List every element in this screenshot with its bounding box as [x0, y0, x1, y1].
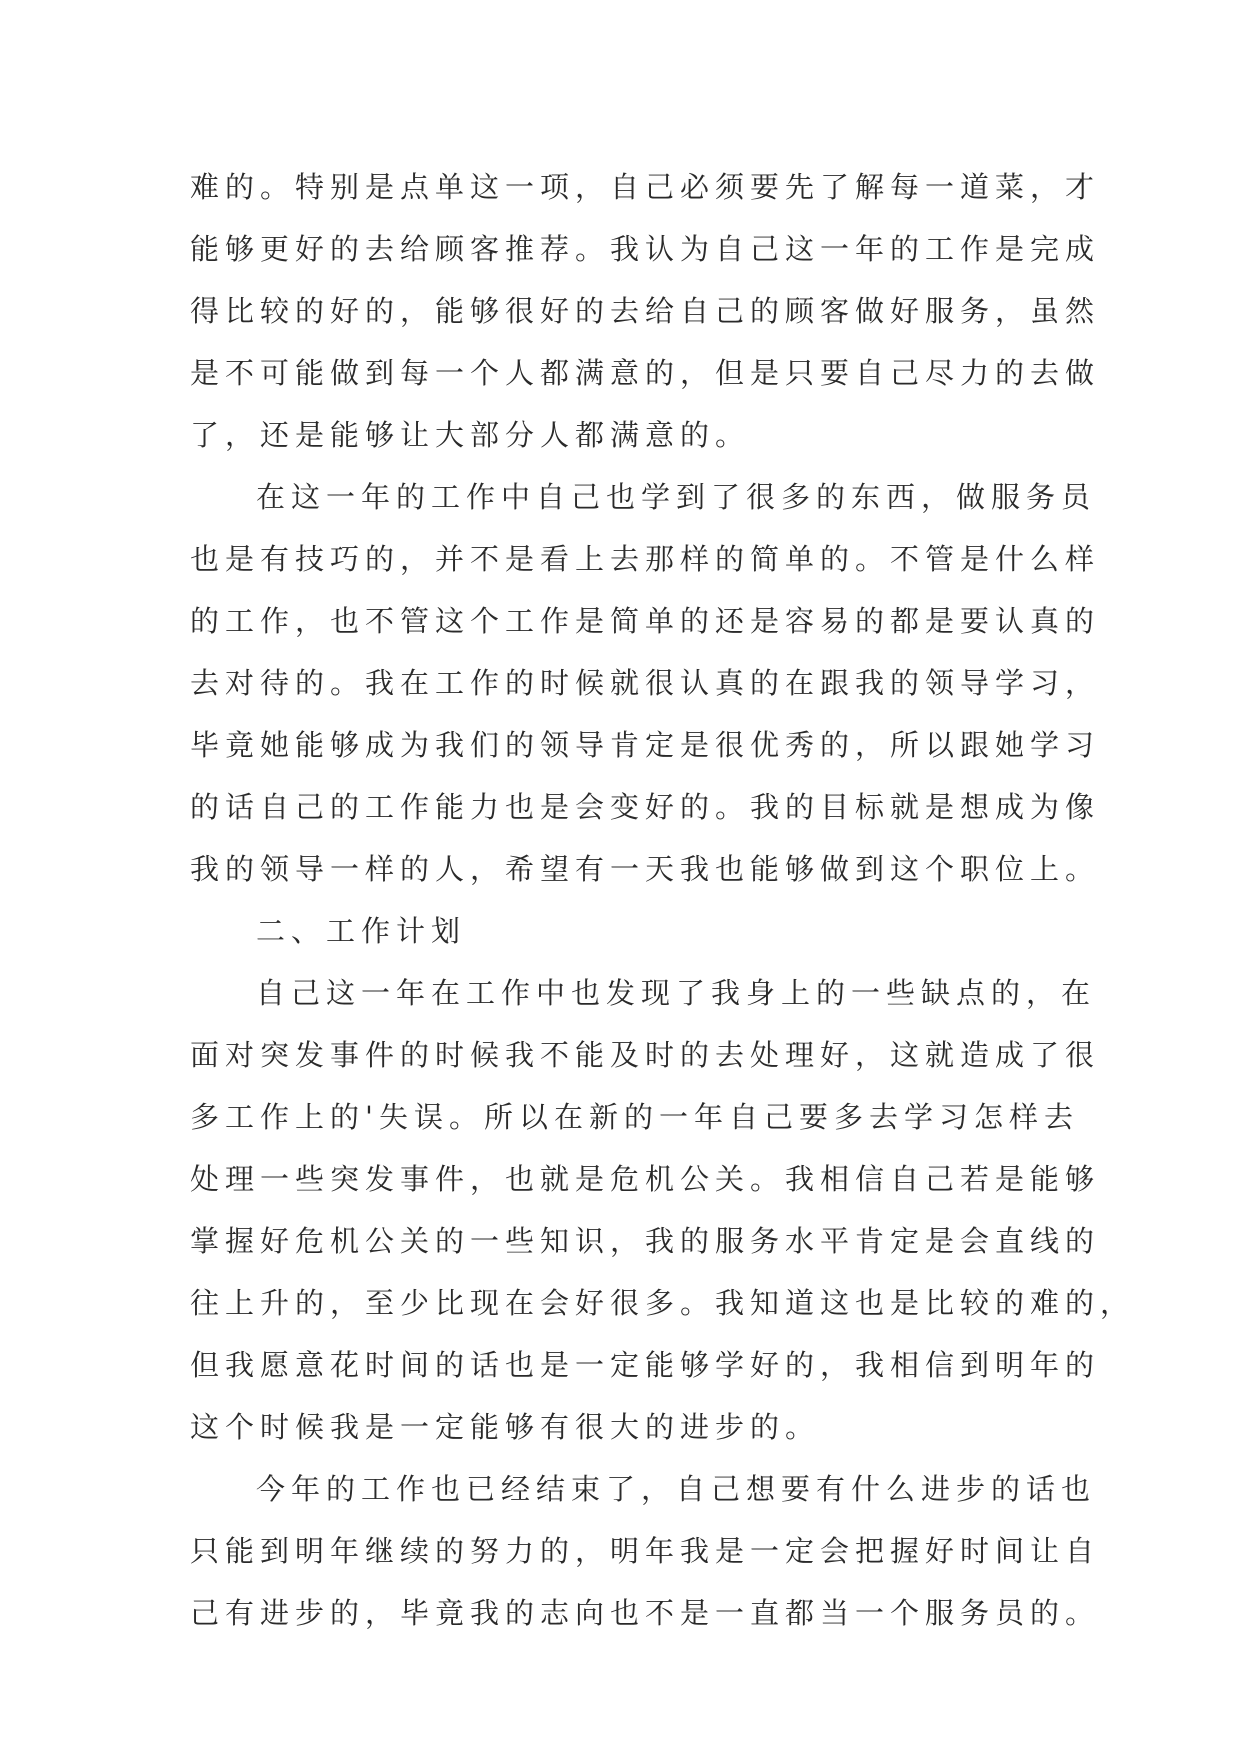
paragraph-plan — [190, 962, 1136, 1458]
text-line: 的话自己的工作能力也是会变好的。我的目标就是想成为像 — [190, 790, 1101, 824]
text-line: 能够更好的去给顾客推荐。我认为自己这一年的工作是完成 — [190, 232, 1101, 266]
text-line: 处理一些突发事件，也就是危机公关。我相信自己若是能够 — [190, 1162, 1101, 1196]
text-line: 去对待的。我在工作的时候就很认真的在跟我的领导学习， — [190, 666, 1101, 700]
text-line: 往上升的，至少比现在会好很多。我知道这也是比较的难的， — [190, 1286, 1136, 1320]
text-line: 己有进步的，毕竟我的志向也不是一直都当一个服务员的。 — [190, 1596, 1101, 1630]
text-line: 了，还是能够让大部分人都满意的。 — [190, 418, 751, 452]
text-line: 得比较的好的，能够很好的去给自己的顾客做好服务，虽然 — [190, 294, 1101, 328]
text-line: 这个时候我是一定能够有很大的进步的。 — [190, 1410, 821, 1444]
paragraph-continuation — [190, 156, 1101, 466]
text-line: 是不可能做到每一个人都满意的，但是只要自己尽力的去做 — [190, 356, 1101, 390]
section-heading — [190, 900, 1060, 962]
text-line: 但我愿意花时间的话也是一定能够学好的，我相信到明年的 — [190, 1348, 1101, 1382]
text-line: 毕竟她能够成为我们的领导肯定是很优秀的，所以跟她学习 — [190, 728, 1101, 762]
text-line: 今年的工作也已经结束了，自己想要有什么进步的话也 — [256, 1472, 1097, 1506]
paragraph-learning — [190, 466, 1101, 900]
text-line: 难的。特别是点单这一项，自己必须要先了解每一道菜，才 — [190, 170, 1101, 204]
document-body — [190, 156, 1136, 1644]
text-line: 自己这一年在工作中也发现了我身上的一些缺点的，在 — [256, 976, 1097, 1010]
text-line: 只能到明年继续的努力的，明年我是一定会把握好时间让自 — [190, 1534, 1101, 1568]
text-line: 掌握好危机公关的一些知识，我的服务水平肯定是会直线的 — [190, 1224, 1101, 1258]
heading-text: 二、工作计划 — [256, 914, 467, 948]
text-line: 面对突发事件的时候我不能及时的去处理好，这就造成了很 — [190, 1038, 1101, 1072]
text-line: 在这一年的工作中自己也学到了很多的东西，做服务员 — [256, 480, 1097, 514]
paragraph-conclusion — [190, 1458, 1101, 1644]
text-line: 我的领导一样的人，希望有一天我也能够做到这个职位上。 — [190, 852, 1101, 886]
text-line: 也是有技巧的，并不是看上去那样的简单的。不管是什么样 — [190, 542, 1101, 576]
text-line: 多工作上的'失误。所以在新的一年自己要多去学习怎样去 — [190, 1100, 1079, 1134]
text-line: 的工作，也不管这个工作是简单的还是容易的都是要认真的 — [190, 604, 1101, 638]
